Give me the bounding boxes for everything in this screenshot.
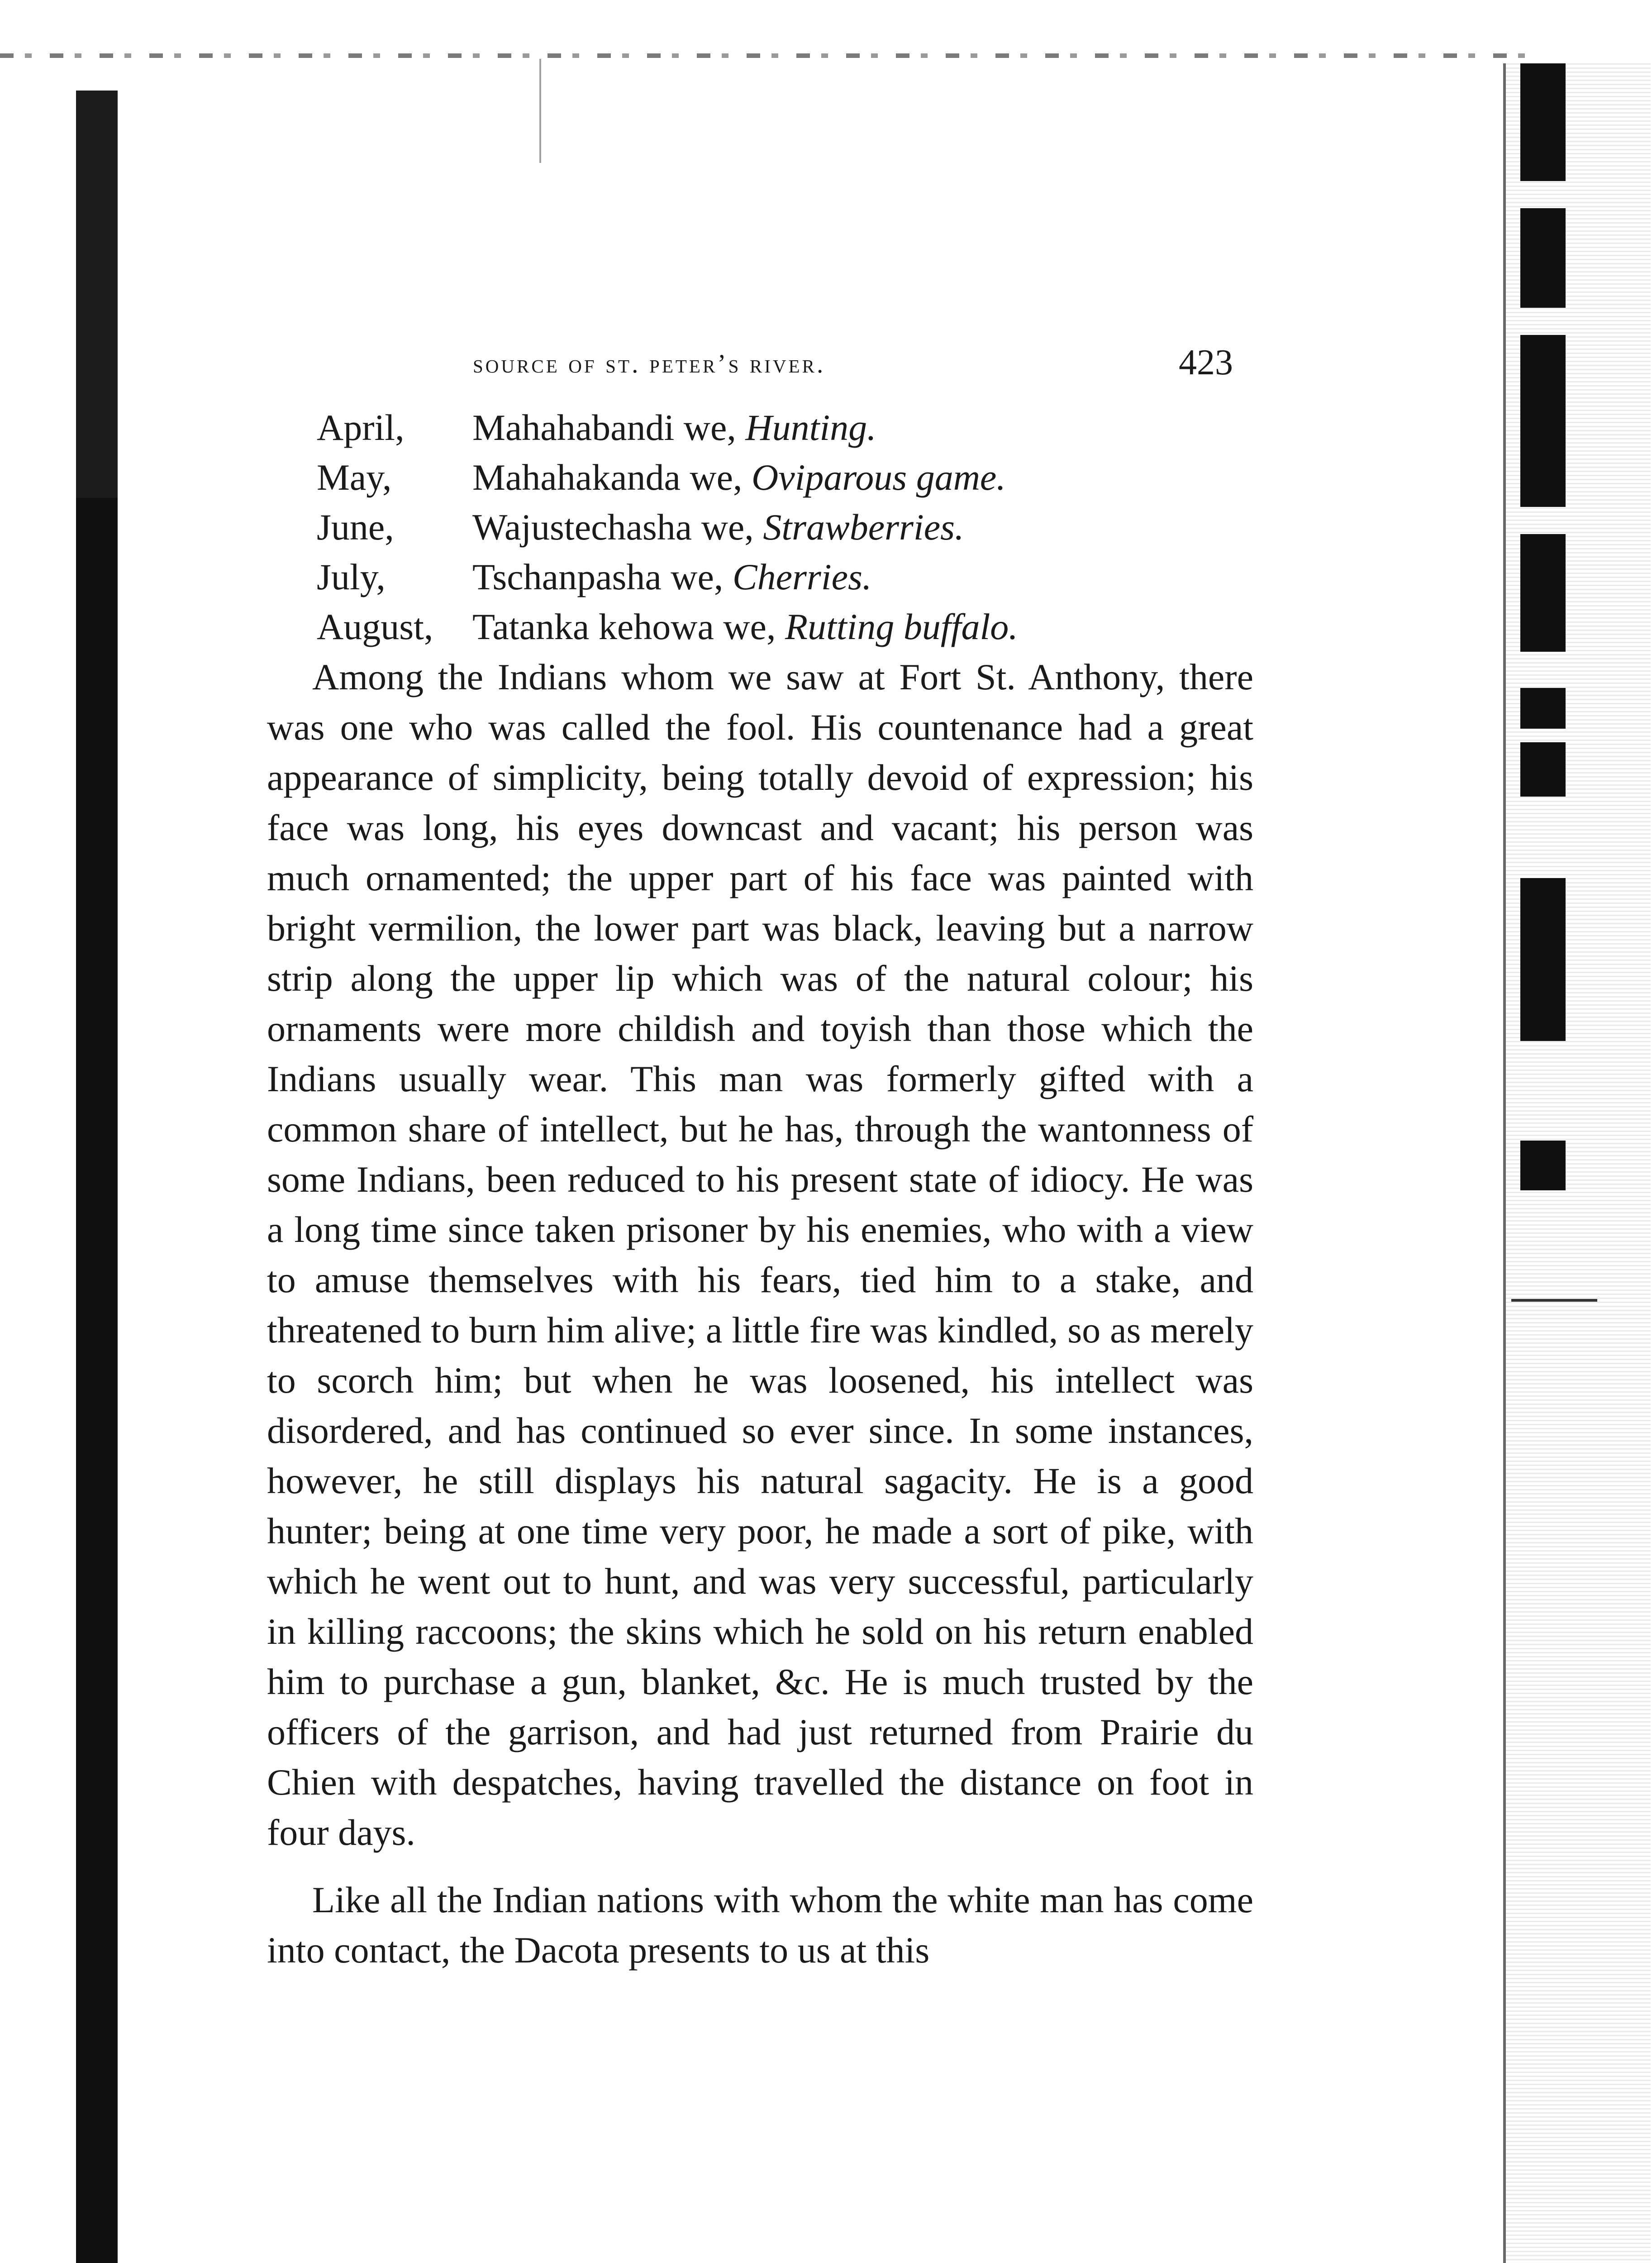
page-number: 423 — [1179, 343, 1233, 382]
month-list — [267, 403, 1253, 652]
month-name: May, — [317, 457, 392, 498]
month-native-name — [472, 552, 871, 602]
month-name: July, — [317, 556, 386, 597]
month-native-name — [472, 403, 876, 453]
scan-right-mark — [1520, 63, 1566, 181]
scan-top-edge — [0, 53, 1538, 58]
month-row — [267, 602, 1253, 652]
month-row — [267, 502, 1253, 552]
scan-right-tick — [1511, 1299, 1597, 1302]
scan-fold-line — [539, 59, 541, 163]
month-native-name — [472, 453, 1006, 502]
month-native-name — [472, 602, 1018, 652]
scan-right-mark — [1520, 208, 1566, 308]
running-title: source of st. peter’s river. — [473, 349, 826, 378]
month-gloss: Hunting. — [745, 407, 876, 448]
paragraph-fool: Among the Indians whom we saw at Fort St. Anthony, there was one who was called the fool. His countenance had a great appearance of simplicity, being totally devoid of expression; his face was long, his eyes downcast and vacant; his person was much ornamented; the upper part of his face was painted with bright vermilion, the lower part was black, leaving but a narrow strip along the upper lip which was of the natural colour; his ornaments were more childish and toyish than those which the Indians usually wear. This man was formerly gifted with a common share of intellect, but he has, through the wantonness of some Indians, been reduced to his present state of idiocy. He was a long time since taken prisoner by his enemies, who with a view to amuse themselves with his fears, tied him to a stake, and threatened to burn him alive; a little fire was kindled, so as merely to scorch him; but when he was loosened, his intellect was disordered, and has continued so ever since. In some instances, however, he still displays his natural sagacity. He is a good hunter; being at one time very poor, he made a sort of pike, with which he went out to hunt, and was very successful, particularly in killing raccoons; the skins which he sold on his return enabled him to purchase a gun, blanket, &c. He is much trusted by the officers of the garrison, and had just returned from Prairie du Chien with despatches, having travelled the distance on foot in four days. — [267, 656, 1253, 1853]
month-gloss: Oviparous game. — [752, 457, 1006, 498]
scan-right-mark — [1520, 1141, 1566, 1190]
scan-right-mark — [1520, 335, 1566, 507]
book-page — [267, 330, 1253, 1975]
month-row — [267, 453, 1253, 502]
month-row — [267, 552, 1253, 602]
scan-right-mark — [1520, 688, 1566, 729]
scan-right-mark — [1520, 534, 1566, 652]
month-native-text: Tatanka kehowa we, — [472, 606, 776, 647]
month-native-name — [472, 502, 964, 552]
scan-right-mark — [1520, 878, 1566, 1041]
month-native-text: Tschanpasha we, — [472, 556, 724, 597]
month-gloss: Rutting buffalo. — [785, 606, 1018, 647]
scan-right-mark — [1520, 742, 1566, 797]
month-row — [267, 403, 1253, 453]
month-native-text: Mahahabandi we, — [472, 407, 736, 448]
month-native-text: Mahahakanda we, — [472, 457, 743, 498]
running-head — [267, 330, 1253, 398]
scan-binding-shadow-upper — [76, 91, 118, 498]
month-gloss: Strawberries. — [763, 506, 964, 548]
month-gloss: Cherries. — [732, 556, 872, 597]
scan-right-edge — [1503, 63, 1506, 2263]
month-name: April, — [317, 407, 405, 448]
paragraph-dacota: Like all the Indian nations with whom the white man has come into contact, the Dacota presents to us at this — [267, 1879, 1253, 1971]
month-native-text: Wajustechasha we, — [472, 506, 754, 548]
month-name: August, — [317, 606, 433, 647]
month-name: June, — [317, 506, 394, 548]
